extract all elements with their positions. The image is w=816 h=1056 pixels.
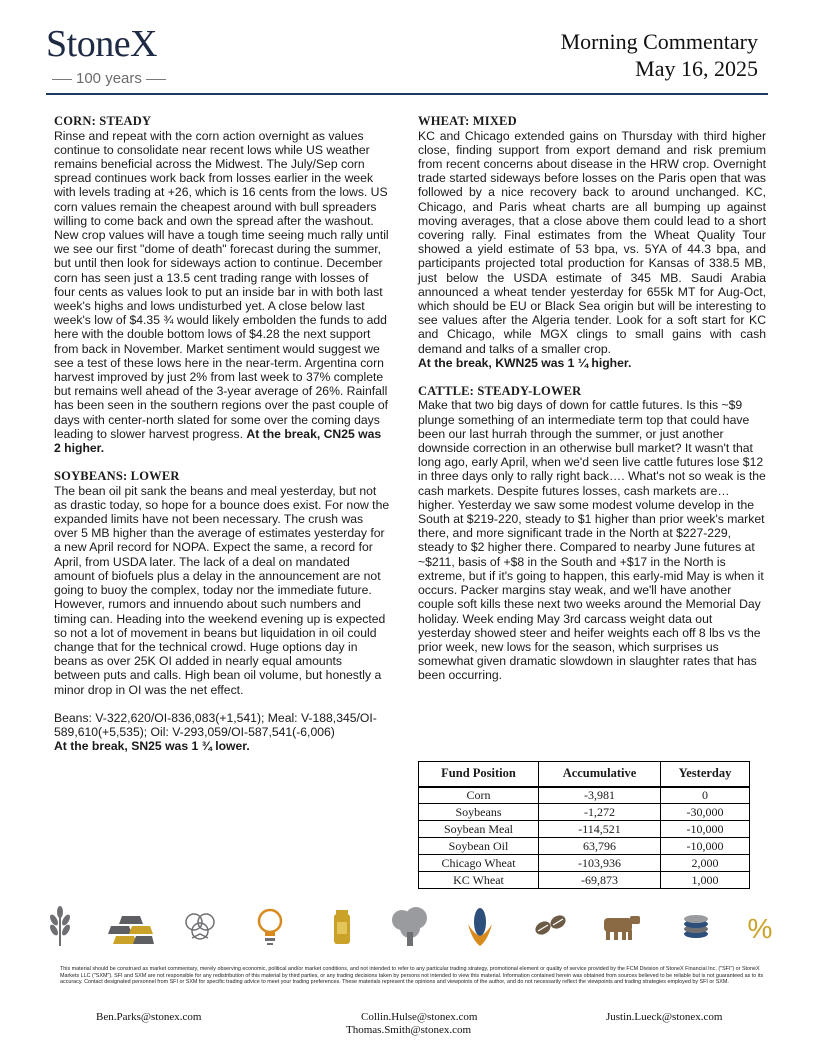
- footer-email-thomas[interactable]: Thomas.Smith@stonex.com: [346, 1024, 472, 1036]
- wheat-closing: At the break, KWN25 was 1 ¼ higher.: [418, 355, 632, 370]
- fund-name: Soybean Meal: [419, 821, 539, 838]
- tree-icon: [386, 904, 434, 948]
- coffee-beans-icon: [530, 904, 570, 948]
- cattle-section: [418, 384, 766, 683]
- wheat-body: KC and Chicago extended gains on Thursday with third higher close, finding support from export demand and risk premium from recent concerns about disease in the HRW crop. Overnight trade started sideways before losses on the Paris open that was followed by a nice recovery back to around unchanged. KC, Chicago, and Paris wheat charts are all bumping up against moving averages, that a close above them could lead to a short covering rally. Final estimates from the Wheat Quality Tour showed a yield estimate of 53 bpa, vs. 5YA of 44.3 bpa, and participants projected total production for Kansas of 338.5 MB, just below the USDA estimate of 345 MB. Saudi Arabia announced a wheat tender yesterday for 655k MT for Aug-Oct, which should be EU or Black Sea origin but will be interesting to see values after the Algeria tender. Look for a soft start for KC and Chicago, while MGX clings to small gains with cash demand and talks of a smaller crop.: [418, 128, 766, 356]
- cattle-title: CATTLE: STEADY-LOWER: [418, 383, 582, 398]
- table-row: [419, 855, 750, 872]
- fund-acc: -69,873: [539, 872, 661, 889]
- corn-closing: At the break, CN25 was 2 higher.: [54, 426, 382, 455]
- fund-table-header: [419, 762, 750, 787]
- right-column: [418, 114, 766, 683]
- wheat-title: WHEAT: MIXED: [418, 114, 517, 128]
- col-accumulative: Accumulative: [539, 762, 661, 787]
- soybeans-closing: At the break, SN25 was 1 ¾ lower.: [54, 739, 250, 754]
- logo-wordmark: StoneX: [46, 23, 157, 65]
- fund-name: KC Wheat: [419, 872, 539, 889]
- logo-tagline: [48, 70, 198, 87]
- percent-icon: [740, 904, 780, 948]
- percent-glyph: %: [747, 913, 773, 944]
- corn-section: [54, 114, 390, 455]
- soybeans-body: The bean oil pit sank the beans and meal yesterday, but not as drastic today, so hope for a bounce does exist. For now the expanded limits have not been necessary. The crush was over 5 MB higher than the average of estimates yesterday for a new April record for NOPA. Expect the same, a record for April, from USDA later. The lack of a deal on mandated amount of biofuels plus a delay in the announcement are not going to buoy the complex, today nor the immediate future. However, rumors and innuendo about such numbers and timing can. Heading into the weekend evening up is expected so not a lot of movement in beans but liquidation in oil could change that for the technical crowd. Huge options day in beans as over 25K OI added in nearly equal amounts between puts and calls. High bean oil volume, but honestly a minor drop in OI was the net effect.: [54, 483, 390, 697]
- fund-yest: -30,000: [661, 804, 750, 821]
- title-block: [561, 28, 758, 82]
- page-title: Morning Commentary: [560, 29, 758, 54]
- fund-acc: -114,521: [539, 821, 661, 838]
- footer-email-collin[interactable]: Collin.Hulse@stonex.com: [361, 1011, 478, 1023]
- gold-bars-icon: [108, 904, 154, 948]
- fund-position-table: [418, 761, 750, 889]
- fund-name: Chicago Wheat: [419, 855, 539, 872]
- header-rule: [46, 93, 768, 95]
- fund-yest: 1,000: [661, 872, 750, 889]
- corn-icon: [460, 904, 500, 948]
- jar-icon: [322, 904, 362, 948]
- page-header: [0, 0, 816, 96]
- col-yesterday: Yesterday: [661, 762, 750, 787]
- stonex-logo: [46, 23, 157, 87]
- commodity-icon-strip: [40, 904, 780, 954]
- fund-name: Soybeans: [419, 804, 539, 821]
- fund-acc: 63,796: [539, 838, 661, 855]
- disclaimer: This material should be construed as market commentary, merely observing economic, political and/or market conditions, and not intended to refer to any particular trading strategy, promotional element or quality of service provided by the FCM Division of StoneX Financial Inc. ("SFI") or StoneX Markets LLC ("SXM"). SFI and SXM are not responsible for any redistribution of this material by third parties, or any trading decisions taken by persons not intended to view this material. Information contained herein was obtained from sources believed to be reliable but is not guaranteed as to its accuracy. Contact designated personnel from SFI or SXM for specific trading advice to meet your trading preferences. These materials represent the opinions and viewpoints of the author, and do not necessarily reflect the viewpoints and trading strategies employed by SFI or SXM.: [60, 966, 764, 986]
- fund-acc: -103,936: [539, 855, 661, 872]
- corn-title: CORN: STEADY: [54, 114, 152, 128]
- wheat-icon: [40, 904, 80, 948]
- table-row: [419, 872, 750, 889]
- fund-yest: 2,000: [661, 855, 750, 872]
- table-row: [419, 804, 750, 821]
- cattle-icon: [598, 904, 644, 948]
- fund-name: Soybean Oil: [419, 838, 539, 855]
- soybeans-title: SOYBEANS: LOWER: [54, 469, 180, 484]
- fund-name: Corn: [419, 787, 539, 804]
- coins-icon: [676, 904, 716, 948]
- left-column: [54, 114, 390, 753]
- corn-body: [54, 129, 390, 456]
- logo-tagline-text: 100 years: [76, 70, 142, 87]
- soybeans-volume: Beans: V-322,620/OI-836,083(+1,541); Meal: V-188,345/OI-589,610(+5,535); Oil: V-293,059/OI-587,541(-6,006): [54, 710, 377, 739]
- cattle-body: Make that two big days of down for cattle futures. Is this ~$9 plunge something of an intermediate term top that could have been our last hurrah through the summer, or just another downside correction in an otherwise bull market? It wasn't that long ago, early April, when we'd seen live cattle futures lose $12 in three days only to rally right back…. What's not so weak is the cash markets. Despite futures losses, cash markets are… higher. Yesterday we saw some modest volume develop in the South at $219-220, steady to $1 higher than prior week's market there, and more significant trade in the North at $227-229, steady to $2 higher there. Compared to nearby June futures at ~$211, basis of +$8 in the South and +$17 in the North is extreme, but if it's going to happen, this early-mid May is when it occurs. Packer margins stay weak, and we'll have another couple soft kills these next two weeks around the Memorial Day holiday. Week ending May 3rd carcass weight data out yesterday showed steer and heifer weights each off 8 lbs vs the prior week, new lows for the season, which surprises us somewhat given dramatic slowdown in slaughter rates that has been occurring.: [418, 398, 766, 683]
- page-date: May 16, 2025: [635, 56, 758, 81]
- table-row: [419, 821, 750, 838]
- cotton-icon: [180, 904, 220, 948]
- fund-yest: 0: [661, 787, 750, 804]
- fund-yest: -10,000: [661, 821, 750, 838]
- table-row: [419, 838, 750, 855]
- lightbulb-icon: [250, 904, 290, 948]
- wheat-section: [418, 114, 766, 370]
- table-row: [419, 787, 750, 804]
- fund-yest: -10,000: [661, 838, 750, 855]
- fund-acc: -3,981: [539, 787, 661, 804]
- fund-acc: -1,272: [539, 804, 661, 821]
- footer-email-ben[interactable]: Ben.Parks@stonex.com: [96, 1011, 202, 1023]
- footer-email-justin[interactable]: Justin.Lueck@stonex.com: [606, 1011, 723, 1023]
- col-fund-position: Fund Position: [419, 762, 539, 787]
- corn-body-text: Rinse and repeat with the corn action overnight as values continue to consolidate near recent lows while US weather remains beneficial across the Midwest. The July/Sep corn spread continues work back from losses earlier in the week with levels trading at +26, which is 16 cents from the lows. US corn values remain the cheapest around with bull spreaders willing to come back and own the spread after the washout. New crop values will have a tough time seeing much rally until we see our first "dome of death" forecast during the summer, but until then look for sideways action to continue. December corn has seen just a 13.5 cent trading range with losses of four cents as values look to put an inside bar in with both last week's highs and lows undisturbed yet. A close below last week's low of $4.35 ¾ would likely embolden the funds to add here with the double bottom lows of $4.28 the next support from back in November. Market sentiment would suggest we see a test of these lows here in the near-term. Argentina corn harvest improved by just 2% from last week to 37% complete but remains well ahead of the 3-year average of 26%. Rainfall has been seen in the southern regions over the past couple of days with center-north slated for some over the coming days leading to slower harvest progress.: [54, 128, 389, 441]
- soybeans-section: [54, 469, 390, 753]
